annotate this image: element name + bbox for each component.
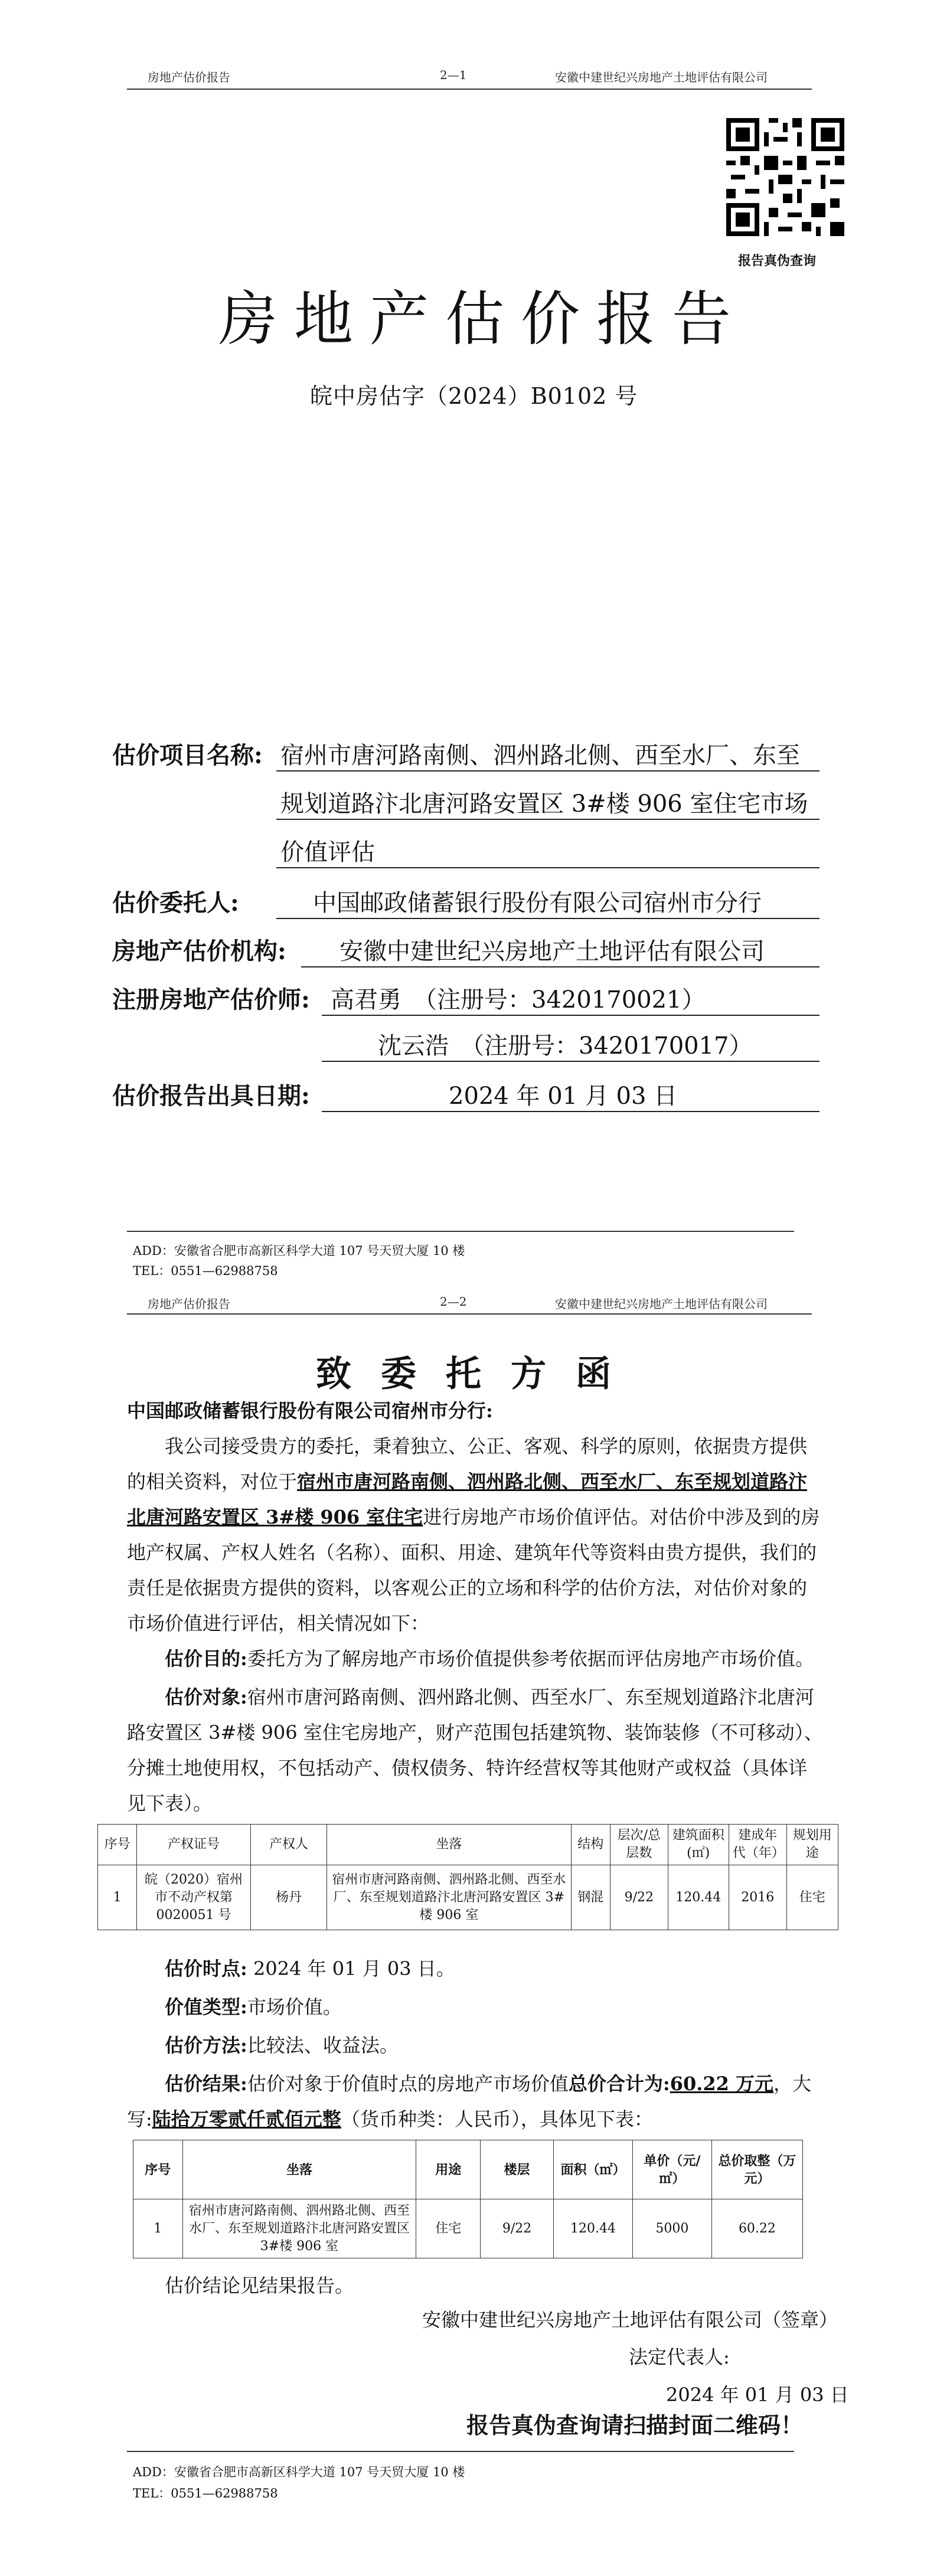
table-row — [98, 1865, 838, 1930]
table-cell: 60.22 — [711, 2199, 802, 2258]
table-cell: 杨丹 — [250, 1865, 327, 1930]
table-header-cell: 总价取整（万元） — [711, 2140, 802, 2199]
header-left: 房地产估价报告 — [148, 70, 230, 84]
table-cell: 住宅 — [416, 2199, 481, 2258]
object-text: 宿州市唐河路南侧、泗州路北侧、西至水厂、东至规划道路汴北唐河路安置区 3#楼 906 室住宅房地产，财产范围包括建筑物、装饰装修（不可移动）、分摊土地使用权，不包括动产、债权债务、特许经营权等其他财产或权益（具体详见下表）。 — [127, 1686, 823, 1815]
underline — [301, 966, 820, 967]
addressee: 中国邮政储蓄银行股份有限公司宿州市分行: — [127, 1400, 493, 1422]
valuation-time-text: 2024 年 01 月 03 日。 — [253, 1957, 455, 1980]
table-header-cell: 面积（㎡） — [553, 2140, 632, 2199]
table-row — [133, 2199, 803, 2258]
table-header-cell: 用途 — [416, 2140, 481, 2199]
table-header-cell: 建筑面积(㎡) — [668, 1825, 729, 1865]
appraiser-label: 注册房地产估价师: — [112, 986, 310, 1014]
table-header-cell: 楼层 — [481, 2140, 554, 2199]
report-number: 皖中房估字（2024）B0102 号 — [310, 383, 638, 409]
agency-value: 安徽中建世纪兴房地产土地评估有限公司 — [339, 938, 765, 965]
result-text-a: 估价对象于价值时点的房地产市场价值 — [247, 2072, 569, 2095]
footer-address: ADD：安徽省合肥市高新区科学大道 107 号天贸大厦 10 楼 — [133, 2465, 465, 2479]
footer-address: ADD：安徽省合肥市高新区科学大道 107 号天贸大厦 10 楼 — [133, 1244, 465, 1258]
table-cell: 9/22 — [481, 2199, 554, 2258]
client-label: 估价委托人: — [112, 889, 239, 917]
valuation-table — [133, 2140, 803, 2258]
valuation-result — [127, 2066, 824, 2137]
project-name-line-3: 价值评估 — [280, 839, 375, 866]
table-cell: 钢混 — [571, 1865, 610, 1930]
table-header-cell: 规划用途 — [786, 1825, 838, 1865]
table-header-cell: 层次/总层数 — [610, 1825, 668, 1865]
valuation-method-text: 比较法、收益法。 — [247, 2034, 399, 2057]
issue-date-label: 估价报告出具日期: — [112, 1082, 310, 1110]
intro-text-c: 进行房地产市场价值评估。对估价中涉及到的房地产权属、产权人姓名（名称）、面积、用途、建筑年代等资料由贵方提供，我们的责任是依据贵方提供的资料，以客观公正的立场和科学的估价方法，对估价对象的市场价值进行评估，相关情况如下： — [127, 1506, 820, 1634]
footer-tel: TEL：0551—62988758 — [133, 2486, 278, 2500]
valuation-method — [165, 2028, 399, 2063]
table-cell: 宿州市唐河路南侧、泗州路北侧、西至水厂、东至规划道路汴北唐河路安置区 3#楼 906 室 — [182, 2199, 416, 2258]
object-paragraph — [127, 1679, 824, 1821]
valuation-time-label: 估价时点: — [165, 1957, 247, 1980]
table-header-cell: 建成年代（年） — [729, 1825, 786, 1865]
conclusion-note: 估价结论见结果报告。 — [165, 2274, 354, 2297]
table-cell: 住宅 — [786, 1865, 838, 1930]
object-label: 估价对象: — [165, 1686, 247, 1708]
result-text-d: ，大写: — [127, 2072, 812, 2130]
valuation-time — [165, 1951, 455, 1986]
header-right: 安徽中建世纪兴房地产土地评估有限公司 — [555, 1297, 768, 1311]
qr-code-icon[interactable] — [726, 118, 844, 236]
table-cell: 2016 — [729, 1865, 786, 1930]
company-signature: 安徽中建世纪兴房地产土地评估有限公司（签章） — [422, 2309, 838, 2331]
table-cell: 宿州市唐河路南侧、泗州路北侧、西至水厂、东至规划道路汴北唐河路安置区 3#楼 906 室 — [327, 1865, 571, 1930]
qr-caption: 报告真伪查询 — [738, 253, 817, 269]
legal-representative: 法定代表人: — [629, 2346, 730, 2368]
appraiser-1: 高君勇 （注册号：3420170021） — [331, 986, 706, 1014]
table-cell: 皖（2020）宿州市不动产权第0020051 号 — [137, 1865, 251, 1930]
result-total-words: 陆拾万零贰仟贰佰元整 — [152, 2108, 341, 2130]
purpose-label: 估价目的: — [165, 1647, 247, 1670]
value-type-label: 价值类型: — [165, 1996, 247, 2018]
table-header-cell: 序号 — [98, 1825, 137, 1865]
header-left: 房地产估价报告 — [148, 1297, 230, 1311]
header-rule — [127, 1313, 812, 1315]
table-header-cell: 坐落 — [327, 1825, 571, 1865]
underline — [322, 1061, 820, 1062]
table-cell: 1 — [98, 1865, 137, 1930]
table-header-row — [98, 1825, 838, 1865]
table-cell: 1 — [133, 2199, 183, 2258]
project-name-label: 估价项目名称: — [112, 741, 263, 769]
client-value: 中国邮政储蓄银行股份有限公司宿州市分行 — [313, 890, 762, 917]
intro-text-a: 我公司接受贵方的委托，秉着独立、公正、客观、科学的原则，依据贵方提供的相关资料，对位于 — [127, 1435, 808, 1493]
letter-title: 致委托方函 — [316, 1354, 641, 1395]
table-header-cell: 结构 — [571, 1825, 610, 1865]
intro-property-address: 宿州市唐河路南侧、泗州路北侧、西至水厂、东至规划道路汴北唐河路安置区 3#楼 906 室住宅 — [127, 1470, 808, 1528]
table-cell: 9/22 — [610, 1865, 668, 1930]
table-header-cell: 序号 — [133, 2140, 183, 2199]
footer-tel: TEL：0551—62988758 — [133, 1264, 278, 1278]
intro-paragraph — [127, 1428, 824, 1641]
underline — [276, 819, 820, 820]
signature-date: 2024 年 01 月 03 日 — [666, 2384, 849, 2406]
result-text-f: （货币种类：人民币），具体见下表： — [341, 2108, 653, 2130]
footer-rule — [127, 1231, 794, 1232]
header-rule — [127, 89, 812, 90]
agency-label: 房地产估价机构: — [112, 937, 286, 965]
value-type — [165, 1989, 342, 2025]
table-cell: 5000 — [632, 2199, 711, 2258]
underline — [276, 770, 820, 772]
table-cell: 120.44 — [668, 1865, 729, 1930]
header-page-number: 2—2 — [440, 1294, 467, 1309]
underline — [276, 867, 820, 868]
table-header-cell: 坐落 — [182, 2140, 416, 2199]
valuation-method-label: 估价方法: — [165, 2034, 247, 2057]
verification-note: 报告真伪查询请扫描封面二维码！ — [466, 2412, 804, 2438]
property-table — [97, 1824, 838, 1930]
result-label: 估价结果: — [165, 2072, 247, 2095]
table-header-row — [133, 2140, 803, 2199]
purpose-text: 委托方为了解房地产市场价值提供参考依据而评估房地产市场价值。 — [247, 1647, 814, 1670]
underline — [322, 1111, 820, 1112]
underline — [276, 918, 820, 919]
report-title: 房地产估价报告 — [218, 285, 747, 354]
result-total-value: 60.22 万元 — [670, 2072, 774, 2095]
footer-rule — [127, 2451, 794, 2452]
purpose-paragraph — [127, 1641, 824, 1676]
value-type-text: 市场价值。 — [247, 1996, 342, 2018]
result-total-label: 总价合计为: — [568, 2072, 670, 2095]
underline — [322, 1015, 820, 1016]
header-right: 安徽中建世纪兴房地产土地评估有限公司 — [555, 70, 768, 84]
issue-date-value: 2024 年 01 月 03 日 — [449, 1083, 678, 1110]
table-header-cell: 单价（元/㎡） — [632, 2140, 711, 2199]
table-header-cell: 产权人 — [250, 1825, 327, 1865]
project-name-line-1: 宿州市唐河路南侧、泗州路北侧、西至水厂、东至 — [280, 742, 800, 769]
table-header-cell: 产权证号 — [137, 1825, 251, 1865]
appraiser-2: 沈云浩 （注册号：3420170017） — [378, 1032, 753, 1060]
table-cell: 120.44 — [553, 2199, 632, 2258]
project-name-line-2: 规划道路汴北唐河路安置区 3#楼 906 室住宅市场 — [280, 790, 808, 818]
header-page-number: 2—1 — [440, 68, 467, 82]
